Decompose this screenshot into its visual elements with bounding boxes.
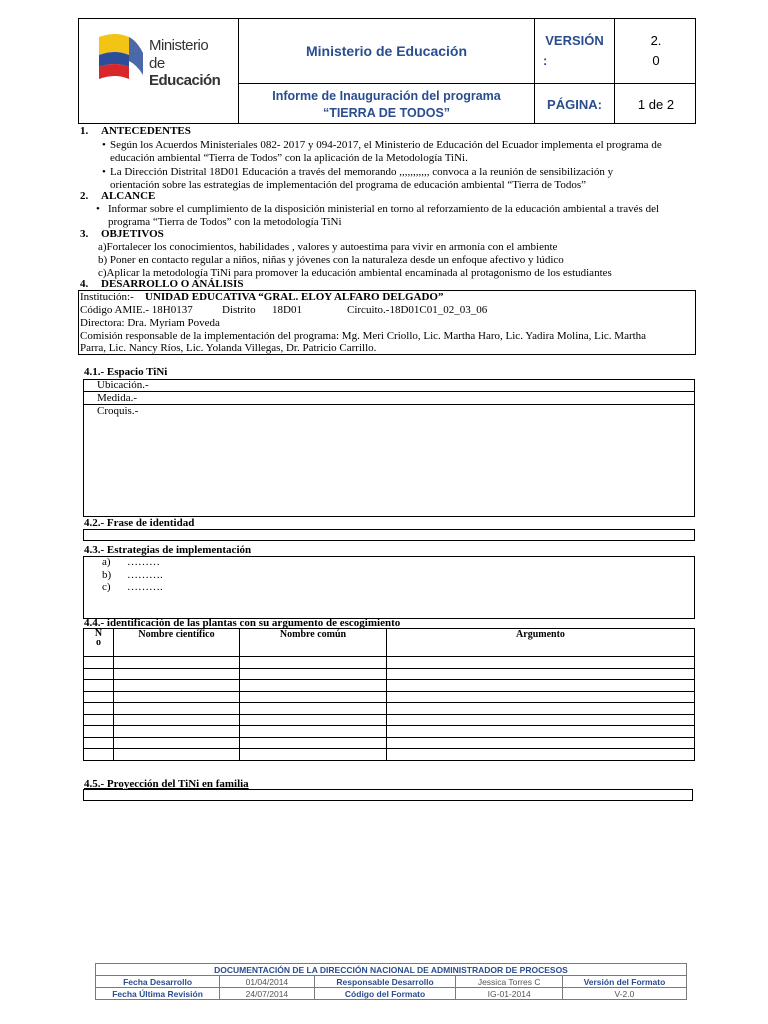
logo-text-line1: Ministerio [149, 37, 209, 54]
estrategia-item-marker: c) [102, 581, 111, 593]
estrategias-title: 4.3.- Estrategias de implementación [84, 544, 252, 556]
footer-fecha-desarrollo-label: Fecha Desarrollo [96, 976, 220, 988]
bullet-icon: • [102, 166, 106, 178]
footer-codigo-formato-label: Código del Formato [314, 988, 456, 1000]
version-value-2: 0 [652, 53, 660, 68]
estrategia-item-text: ……… [127, 556, 160, 568]
frase-box [83, 529, 695, 541]
antecedentes-b2-line2: orientación sobre las estrategias de implementación del programa de educación ambiental “Tierra de Todos” [110, 179, 587, 191]
institution-name: UNIDAD EDUCATIVA “GRAL. ELOY ALFARO DELGADO” [145, 291, 444, 303]
report-title [239, 84, 534, 125]
section-4-title: DESARROLLO O ANÁLISIS [101, 278, 244, 290]
institution-label: Institución:- [80, 291, 134, 303]
antecedentes-b2-line1: La Dirección Distrital 18D01 Educación a través del memorando ,,,,,,,,,,, convoca a la reunión de sensibilización y [110, 166, 614, 178]
footer-table [95, 963, 687, 1000]
antecedentes-b1-line2: educación ambiental “Tierra de Todos” con la aplicación de la Metodología TiNi. [110, 152, 468, 164]
tini-title: 4.1.- Espacio TiNi [84, 366, 168, 378]
table-row [84, 657, 695, 669]
institution-amie: Código AMIE.- 18H0137 [80, 304, 193, 316]
footer-fecha-revision-value: 24/07/2014 [220, 988, 315, 1000]
table-row [84, 726, 695, 738]
proyeccion-title: 4.5.- Proyección del TiNi en familia [84, 778, 249, 790]
plants-table [83, 628, 695, 761]
ministry-logo [95, 31, 235, 87]
report-title-line1: Informe de Inauguración del programa [272, 88, 501, 103]
objetivo-c: c)Aplicar la metodología TiNi para promover la educación ambiental encaminada al protagonismo de los estudiantes [98, 267, 612, 279]
table-row [84, 714, 695, 726]
footer-version-formato-label: Versión del Formato [562, 976, 686, 988]
table-row [84, 749, 695, 761]
institution-distrito-label: Distrito [222, 304, 256, 316]
col-nombre-cientifico: Nombre científico [114, 629, 240, 657]
section-3-number: 3. [80, 228, 89, 240]
footer-row [96, 976, 687, 988]
section-1-title: ANTECEDENTES [101, 125, 191, 137]
frase-title: 4.2.- Frase de identidad [84, 517, 195, 529]
col-no-line1: N [94, 628, 103, 639]
ecuador-flag-icon [95, 31, 145, 83]
footer-version-value: V-2.0 [562, 988, 686, 1000]
estrategia-item-text: ………. [127, 581, 163, 593]
table-row [84, 737, 695, 749]
version-label [535, 19, 614, 83]
institution-comision-line2: Parra, Lic. Nancy Ríos, Lic. Yolanda Villegas, Dr. Patricio Carrillo. [80, 342, 377, 354]
footer-title: DOCUMENTACIÓN DE LA DIRECCIÓN NACIONAL DE ADMINISTRADOR DE PROCESOS [96, 964, 687, 976]
tini-ubicacion: Ubicación.- [97, 379, 149, 391]
footer-responsable-label: Responsable Desarrollo [314, 976, 456, 988]
tini-box [83, 379, 695, 517]
document-header [78, 18, 696, 124]
version-label-colon: : [543, 53, 548, 68]
col-nombre-comun: Nombre común [240, 629, 387, 657]
table-row [84, 703, 695, 715]
objetivo-a: a)Fortalecer los conocimientos, habilidades , valores y autoestima para vivir en armonía con el ambiente [98, 241, 558, 253]
alcance-b1-line2: programa “Tierra de Todos” con la metodología TiNi [108, 216, 342, 228]
bullet-icon: • [96, 203, 100, 215]
table-header-row [84, 629, 695, 657]
header-title: Ministerio de Educación [305, 43, 468, 59]
section-2-number: 2. [80, 190, 89, 202]
section-3-title: OBJETIVOS [101, 228, 164, 240]
footer-title-row [96, 964, 687, 976]
institution-distrito-value: 18D01 [272, 304, 302, 316]
footer-responsable-value: Jessica Torres C [456, 976, 562, 988]
tini-croquis: Croquis.- [97, 405, 139, 417]
table-row [84, 668, 695, 680]
estrategia-item-text: ………. [127, 569, 163, 581]
footer-fecha-revision-label: Fecha Última Revisión [96, 988, 220, 1000]
version-label-text: VERSIÓN [545, 33, 604, 48]
col-no [84, 629, 114, 657]
institution-comision-line1: Comisión responsable de la implementación del programa: Mg. Meri Criollo, Lic. Martha Haro, Lic. Yadira Molina, Lic. Martha [80, 330, 647, 342]
objetivo-b: b) Poner en contacto regular a niños, niñas y jóvenes con la naturaleza desde un enfoque afectivo y lúdico [98, 254, 564, 266]
footer-row [96, 988, 687, 1000]
estrategia-item-marker: b) [102, 569, 112, 581]
alcance-b1-line1: Informar sobre el cumplimiento de la disposición ministerial en torno al reforzamiento de la educación ambiental a través del [108, 203, 660, 215]
logo-text-line2 [149, 55, 235, 89]
table-row [84, 691, 695, 703]
col-no-line2: o [96, 637, 101, 648]
page-label: PÁGINA: [547, 97, 602, 112]
logo-text-prefix: de [149, 55, 165, 72]
plantas-title: 4.4.- identificación de las plantas con su argumento de escogimiento [84, 617, 401, 629]
page-value: 1 de 2 [637, 97, 675, 112]
footer-fecha-desarrollo-value: 01/04/2014 [220, 976, 315, 988]
col-argumento: Argumento [387, 629, 695, 657]
proyeccion-box [83, 789, 693, 801]
footer-codigo-formato-value: IG-01-2014 [456, 988, 562, 1000]
section-1-number: 1. [80, 125, 89, 137]
logo-text-bold: Educación [149, 72, 221, 89]
tini-medida: Medida.- [97, 392, 138, 404]
report-title-line2: “TIERRA DE TODOS” [322, 105, 451, 120]
estrategias-box [83, 556, 695, 619]
section-2-title: ALCANCE [101, 190, 156, 202]
version-value [615, 19, 697, 83]
section-4-number: 4. [80, 278, 89, 290]
version-value-1: 2. [650, 33, 662, 48]
estrategia-item-marker: a) [102, 556, 111, 568]
antecedentes-b1-line1: Según los Acuerdos Ministeriales 082- 2017 y 094-2017, el Ministerio de Educación del Ecuador implementa el programa de [110, 139, 662, 151]
institution-circuito: Circuito.-18D01C01_02_03_06 [347, 304, 488, 316]
institution-directora: Directora: Dra. Myriam Poveda [80, 317, 220, 329]
table-row [84, 680, 695, 692]
bullet-icon: • [102, 139, 106, 151]
